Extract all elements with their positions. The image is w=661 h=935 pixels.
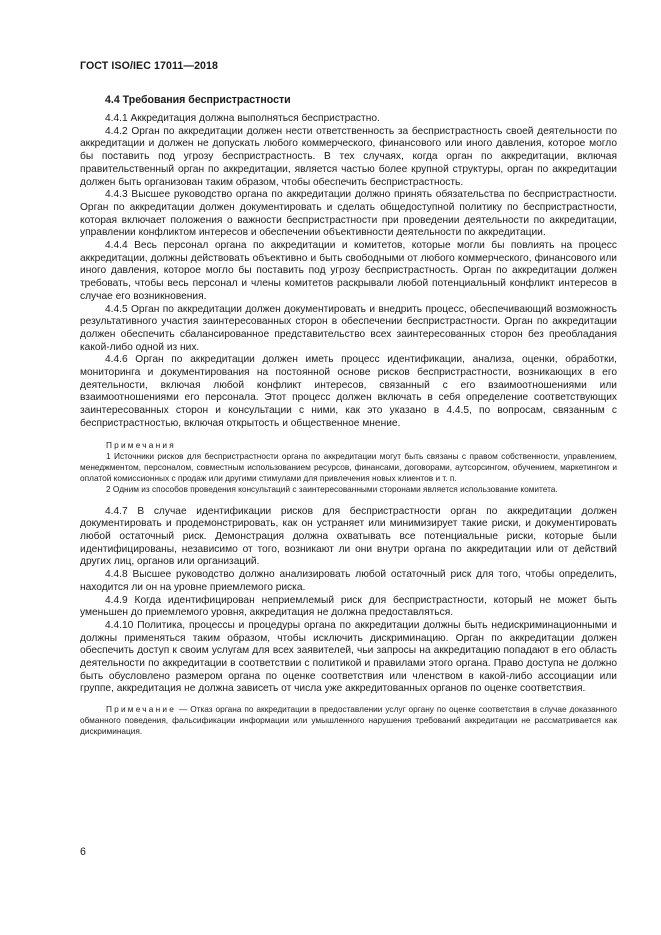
clause-4-4-2: 4.4.2 Орган по аккредитации должен нести ответственность за беспристрастность своей деятельности по аккредитации и должен не допускать любого коммерческого, финансового или иного давления, которое могло бы поставить под угрозу беспристрастность. В тех случаях, когда орган по аккредитации, включая правительственный орган по аккредитации, является частью более крупной структуры, орган по аккредитации должен быть организован таким образом, чтобы обеспечить беспристрастность. [80,125,617,188]
section-title: 4.4 Требования беспристрастности [105,94,291,106]
clause-4-4-5: 4.4.5 Орган по аккредитации должен документировать и внедрить процесс, обеспечивающий возможность результативного участия заинтересованных сторон в обеспечении беспристрастности. Орган по аккредитации должен обеспечить сбалансированное представительство всех заинтересованных сторон без преобладания какой-либо одной из них. [80,303,617,353]
clause-4-4-7: 4.4.7 В случае идентификации рисков для беспристрастности орган по аккредитации должен документировать и продемонстрировать, как он устраняет или минимизирует такие риски, и документировать любой остаточный риск. Демонстрация должна охватывать все потенциальные риски, которые были идентифицированы, независимо от того, возникают ли они внутри органа по аккредитации или от действий других лиц, органов или организаций. [80,505,617,568]
page-number: 6 [80,846,86,858]
document-header: ГОСТ ISO/IEC 17011—2018 [80,60,219,72]
final-note-label: Примечание [106,704,177,715]
final-note-text: — Отказ органа по аккредитации в предоставлении услуг органу по оценке соответствия в случае доказанного обманного поведения, фальсификации информации или умышленного нарушения требований аккредитации не рассматривается как дискриминация. [80,704,617,737]
note-2: 2 Одним из способов проведения консультаций с заинтересованными сторонами является использование комитета. [106,483,558,494]
note-1: 1 Источники рисков для беспристрастности органа по аккредитации могут быть связаны с правом собственности, управлением, менеджментом, персоналом, совместным использованием ресурсов, финансами, договорами, аутсорсингом, обучением, маркетингом и оплатой комиссионных с продаж или другими стимулами для привлечения новых клиентов и т. п. [80,450,617,483]
clause-4-4-6: 4.4.6 Орган по аккредитации должен иметь процесс идентификации, анализа, оценки, обработки, мониторинга и документирования на постоянной основе рисков беспристрастности, возникающих в его деятельности, включая любой конфликт интересов, связанный с его взаимоотношениями или взаимоотношениями его персонала. Этот процесс должен включать в себя определение соответствующих заинтересованных сторон и консультации с ними, как это указано в 4.4.5, по вопросам, связанным с беспристрастностью, включая открытость и общественное мнение. [80,354,617,429]
clause-4-4-10: 4.4.10 Политика, процессы и процедуры органа по аккредитации должны быть недискриминационными и должны применяться таким образом, чтобы исключить дискриминацию. Орган по аккредитации должен обеспечить доступ к своим услугам для всех заявителей, чьи запросы на аккредитацию попадают в его область деятельности по аккредитации в соответствии с политикой и правилами этого органа. Право доступа не должно быть обусловлено размером органа по оценке соответствия или членством в какой-либо ассоциации или группе, аккредитация не должна зависеть от числа уже аккредитованных органов по оценке соответствия. [80,619,617,695]
clause-4-4-4: 4.4.4 Весь персонал органа по аккредитации и комитетов, которые могли бы повлиять на процесс аккредитации, должны действовать объективно и быть свободными от любого коммерческого, финансового или иного давления, которое могло бы поставить под угрозу беспристрастность. Орган по аккредитации должен требовать, чтобы весь персонал и члены комитетов раскрывали любой потенциальный конфликт интересов в случае его возникновения. [80,240,617,302]
clause-4-4-3: 4.4.3 Высшее руководство органа по аккредитации должно принять обязательства по беспристрастности. Орган по аккредитации должен документировать и сделать общедоступной политику по беспристрастности, которая включает положения о важности беспристрастности при проведении деятельности по аккредитации, управлении конфликтом интересов и обеспечении объективности деятельности по аккредитации. [80,189,617,239]
notes-block [80,440,617,495]
notes-heading [80,440,617,451]
notes-heading-text: Примечания [106,439,176,450]
clause-4-4-1: 4.4.1 Аккредитация должна выполняться беспристрастно. [105,113,380,124]
final-note-paragraph [80,704,617,737]
clause-4-4-8: 4.4.8 Высшее руководство должно анализировать любой остаточный риск для того, чтобы определить, находится ли он на уровне приемлемого риска. [80,569,617,593]
final-note [80,704,617,737]
clause-4-4-9: 4.4.9 Когда идентифицирован неприемлемый риск для беспристрастности, который не может быть уменьшен до приемлемого уровня, аккредитация не должна предоставляться. [80,594,617,619]
document-body [80,113,617,737]
